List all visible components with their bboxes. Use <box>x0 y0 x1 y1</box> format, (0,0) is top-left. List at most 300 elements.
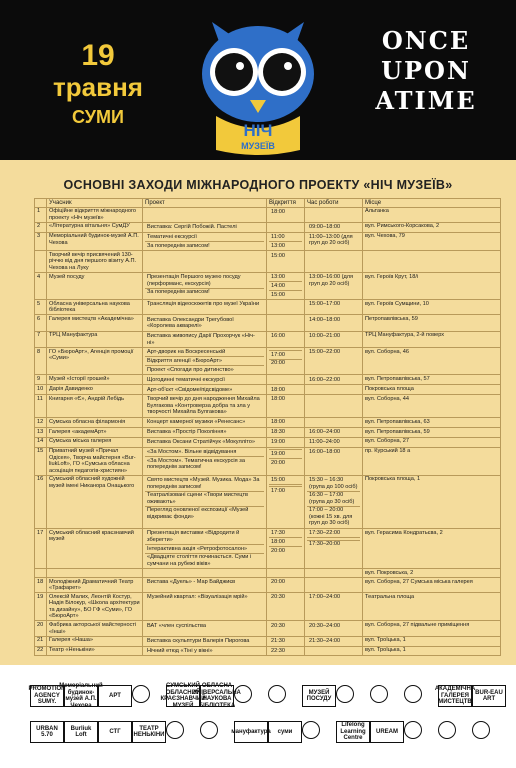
row-opening-line: 14:00 <box>269 282 302 291</box>
partner-logo-icon: ТЕАТР НЕНЬКІНИ <box>132 721 166 743</box>
poster-header <box>0 0 516 160</box>
row-opening-line: 13:00 <box>269 274 302 283</box>
row-participant: Сумський обласний краєзнавчий музей <box>47 529 143 569</box>
row-project-line <box>145 252 264 253</box>
row-place: ТРЦ Мануфактура, 2-й поверх <box>363 331 501 347</box>
event-date <box>28 40 168 128</box>
partner-logo-icon <box>200 721 218 739</box>
row-opening <box>267 636 305 646</box>
partner-logo-icon: PROMOTION AGENCY SUMY. <box>28 686 66 706</box>
row-project-line: Трансляція відеосюжетів про музеї України <box>147 301 260 308</box>
row-number: 8 <box>35 348 47 375</box>
row-project <box>143 475 267 528</box>
row-project <box>143 375 267 385</box>
table-row <box>35 418 501 428</box>
partner-logo-icon <box>404 721 422 739</box>
row-opening <box>267 621 305 636</box>
row-hours <box>305 222 363 232</box>
row-project-line: Виставка живопису Дарії Прохорчук «Ніч-ні» <box>147 333 255 346</box>
table-row <box>35 222 501 232</box>
partner-logo-icon <box>438 721 456 739</box>
row-hours <box>305 646 363 656</box>
row-hours-line: 16:00–22:00 <box>309 376 341 383</box>
row-project <box>143 437 267 447</box>
row-place: Петропавлівська, 59 <box>363 315 501 331</box>
row-project-line: Виставка Олександри Трегубової «Королева акварелі» <box>147 316 234 330</box>
row-opening <box>267 222 305 232</box>
row-number: 14 <box>35 437 47 447</box>
row-opening <box>267 331 305 347</box>
row-project <box>143 529 267 569</box>
partner-logo-icon <box>166 721 184 739</box>
row-project <box>143 315 267 331</box>
row-opening <box>267 578 305 593</box>
row-opening <box>267 348 305 375</box>
row-place: Театральна площа <box>363 593 501 621</box>
partner-logo-icon <box>302 721 320 739</box>
once-line-3: ATIME <box>375 86 477 115</box>
row-project <box>143 636 267 646</box>
table-row <box>35 427 501 437</box>
partner-logo-icon: Lifelong Learning Centre <box>336 721 370 743</box>
partner-logo-icon: АРТ <box>98 685 132 707</box>
table-row <box>35 621 501 636</box>
row-opening <box>267 593 305 621</box>
row-project-line: ВАТ «член суспільства <box>147 622 207 629</box>
row-hours <box>305 418 363 428</box>
row-hours-line: 16:00–18:00 <box>309 448 341 455</box>
program-panel <box>0 160 516 665</box>
date-month: травня <box>53 72 143 102</box>
row-hours <box>305 315 363 331</box>
table-row <box>35 395 501 418</box>
row-place: вул. Соборна, 27 Сумська міська галерея <box>363 578 501 593</box>
row-project-line: Творчий вечір до дня народження Михайла Булгакова «Контроверза добра та зла у творчості Михайла Булгакова» <box>147 396 260 416</box>
row-project <box>143 569 267 578</box>
row-hours <box>305 621 363 636</box>
row-project <box>143 447 267 475</box>
row-participant: Театр «Ненькіни» <box>47 646 143 656</box>
row-number: 1 <box>35 207 47 222</box>
row-opening-line: 15:00 <box>271 291 285 298</box>
row-hours-line: 11:00–13:00 (для груп до 20 осіб) <box>309 233 353 247</box>
row-opening-line: 16:00 <box>271 333 285 339</box>
partner-logo-icon: суми <box>268 721 302 743</box>
row-project <box>143 251 267 273</box>
row-place: вул. Чехова, 79 <box>363 232 501 251</box>
row-hours <box>305 375 363 385</box>
row-project-line: Арт-об'єкт «Свідоме/підсвідоме» <box>147 386 233 393</box>
row-opening-line: 21:30 <box>271 637 285 644</box>
row-hours <box>305 437 363 447</box>
row-opening <box>267 273 305 300</box>
date-day: 19 <box>81 39 115 72</box>
row-place: вул. Соборна, 46 <box>363 348 501 375</box>
row-opening-line: 20:00 <box>271 579 285 586</box>
row-hours <box>305 348 363 375</box>
row-hours <box>305 273 363 300</box>
row-number: 22 <box>35 646 47 656</box>
row-project-line: Арт-дворик на Воскресенській <box>145 349 264 358</box>
row-project <box>143 331 267 347</box>
row-project-line: «Двадцяте століття починається. Суми і сумчани на рубежі віків» <box>147 554 252 567</box>
row-hours <box>305 385 363 395</box>
row-project <box>143 621 267 636</box>
row-hours <box>305 578 363 593</box>
row-place: Альтанка <box>363 207 501 222</box>
col-opening: Відкриття <box>267 199 305 208</box>
row-project-line: Виставка «Простір Покоління» <box>147 429 227 436</box>
partner-logo-icon: UREAM <box>370 721 404 743</box>
row-hours <box>305 593 363 621</box>
row-number: 15 <box>35 447 47 475</box>
row-number: 17 <box>35 529 47 569</box>
table-row <box>35 232 501 251</box>
row-number: 12 <box>35 418 47 428</box>
row-participant: ГО «БюроАрт», Агенція промоції «Суми» <box>47 348 143 375</box>
row-project-line: Презентація виставки «Відродити й зберегти» <box>145 530 264 545</box>
row-place: Покровська площа, 1 <box>363 475 501 528</box>
row-participant: Меморіальний будинок-музей А.П. Чехова <box>47 232 143 251</box>
row-hours <box>305 251 363 273</box>
row-number <box>35 251 47 273</box>
row-place: вул. Петропавлівська, 63 <box>363 418 501 428</box>
row-opening-line: 20:00 <box>271 360 285 367</box>
row-hours-line: 15:00–17:00 <box>309 301 341 308</box>
row-project-line: Перегляд оновленої експозиції «Музей відкриває фонди» <box>147 507 249 520</box>
row-opening-line <box>269 223 302 224</box>
row-project-line: Відкриття агенції «БюроАрт» <box>145 357 264 366</box>
row-hours <box>305 395 363 418</box>
row-project-line <box>145 570 264 571</box>
table-row <box>35 447 501 475</box>
row-project <box>143 273 267 300</box>
table-row <box>35 348 501 375</box>
row-opening <box>267 232 305 251</box>
row-number: 4 <box>35 273 47 300</box>
row-hours-line <box>307 419 360 420</box>
once-upon-a-time-lettering <box>356 26 496 116</box>
once-line-2: UPON <box>381 56 471 85</box>
partner-logos <box>0 665 516 768</box>
row-opening <box>267 375 305 385</box>
row-hours <box>305 300 363 315</box>
row-number: 10 <box>35 385 47 395</box>
table-row <box>35 273 501 300</box>
table-row <box>35 529 501 569</box>
row-opening <box>267 300 305 315</box>
row-number: 11 <box>35 395 47 418</box>
row-opening <box>267 529 305 569</box>
partner-logo-icon <box>268 685 286 703</box>
once-line-1: ONCE <box>381 26 471 55</box>
program-title: ОСНОВНІ ЗАХОДИ МІЖНАРОДНОГО ПРОЕКТУ «НІЧ МУЗЕЇВ» <box>63 178 453 192</box>
row-hours <box>305 331 363 347</box>
row-participant: Дарія Давиденко <box>47 385 143 395</box>
row-number: 9 <box>35 375 47 385</box>
partner-logo-icon: СУМСЬКИЙ ОБЛАСНИЙ КРАЄЗНАВЧИЙ МУЗЕЙ <box>160 683 206 709</box>
row-hours-line <box>307 570 360 571</box>
row-place: вул. Герасима Кондратьєва, 2 <box>363 529 501 569</box>
row-place: вул. Соборна, 44 <box>363 395 501 418</box>
row-hours-line: 10:00–21:00 <box>309 333 341 339</box>
row-number: 2 <box>35 222 47 232</box>
row-hours-line: 20:30–24:00 <box>309 622 341 629</box>
table-row <box>35 315 501 331</box>
row-hours <box>305 636 363 646</box>
row-hours <box>305 427 363 437</box>
row-project <box>143 207 267 222</box>
row-hours-line: 13:00–16:00 (для груп до 20 осіб) <box>309 274 354 287</box>
row-project-line: Виставка Оксани Стратійчук «Мокулліто» <box>147 439 255 445</box>
row-participant: Приватний музей «Причал Одісея», Творча майстерня «Bur-liukLoft», ГО «Сумська обласна асоціація педагогів-християн» <box>47 447 143 475</box>
table-header-row <box>35 199 501 208</box>
row-number: 19 <box>35 593 47 621</box>
table-row <box>35 569 501 578</box>
row-project-line: Театралізовані сцени «Твори мистецтв оживають» <box>145 492 264 507</box>
row-project-line: Щогодинні тематичні екскурсії <box>147 376 225 383</box>
col-project: Проект <box>143 199 267 208</box>
table-row <box>35 207 501 222</box>
partner-logo-icon: Burliuk Loft <box>64 721 98 743</box>
row-opening-line: 18:00 <box>271 386 285 393</box>
row-hours-line: 16:00–24:00 <box>309 429 341 436</box>
row-project-line: Концерт камерної музики «Ренесанс» <box>147 419 246 426</box>
table-row <box>35 437 501 447</box>
row-place: вул. Героїв Крут, 18/і <box>363 273 501 300</box>
table-row <box>35 375 501 385</box>
row-project-line: За попереднім записом! <box>147 289 210 296</box>
row-number: 3 <box>35 232 47 251</box>
row-hours-line: 09:00–18:00 <box>309 224 341 231</box>
row-opening <box>267 427 305 437</box>
row-hours-line: 16:30 – 17:00 (група до 30 осіб) <box>307 492 360 507</box>
row-hours-line: 15:30 – 16:30 (група до 100 осіб) <box>307 476 360 491</box>
row-project <box>143 348 267 375</box>
row-hours-line <box>307 396 360 397</box>
row-participant: Обласна універсальна наукова бібліотека <box>47 300 143 315</box>
row-number: 5 <box>35 300 47 315</box>
table-row <box>35 385 501 395</box>
row-hours-line: 21:30–24:00 <box>309 637 341 644</box>
row-participant: Галерея мистецтв «Академічна» <box>47 315 143 331</box>
row-opening-line: 19:00 <box>269 450 302 459</box>
row-hours <box>305 475 363 528</box>
row-project-line: Свято мистецтв «Музей. Музика. Мода» За попереднім записом! <box>145 476 264 491</box>
row-hours <box>305 569 363 578</box>
row-opening <box>267 437 305 447</box>
row-opening-line: 18:00 <box>271 396 285 403</box>
row-hours-line: 14:00–18:00 <box>309 316 341 323</box>
row-participant: Музей «Історії грошей» <box>47 375 143 385</box>
row-hours-line: 11:00–24:00 <box>309 439 340 445</box>
row-number: 16 <box>35 475 47 528</box>
row-project-line: Інтерактивна акція «Ретрофотосалон» <box>145 545 264 554</box>
row-project-line: Виставка: Сергій Побожій. Пастелі <box>147 224 237 231</box>
row-place: вул. Петропавлівська, 59 <box>363 427 501 437</box>
row-project-line: За попереднім записом! <box>147 242 210 249</box>
row-project-line: Нічний етюд «Тіні у вікні» <box>147 647 213 654</box>
partner-logo-icon: BUR-EAU ART <box>472 685 506 707</box>
partner-logo-icon <box>472 721 490 739</box>
row-participant: «Літературна вітальня» СумДУ <box>47 222 143 232</box>
row-opening <box>267 251 305 273</box>
row-opening-line <box>269 570 302 571</box>
partner-logo-icon: мануфактура <box>234 721 268 743</box>
row-participant: Сумський обласний художній музей імені Никанора Онацького <box>47 475 143 528</box>
row-place: вул. Покровська, 2 <box>363 569 501 578</box>
table-row <box>35 646 501 656</box>
row-opening-line: 17:30 <box>269 530 302 539</box>
row-opening-line <box>269 316 302 317</box>
partner-logo-icon <box>132 685 150 703</box>
row-participant: ТРЦ Мануфактура <box>47 331 143 347</box>
row-hours-line <box>307 647 360 648</box>
row-participant: Галерея «Наша» <box>47 636 143 646</box>
brand-line2: МУЗЕЇВ <box>241 141 275 151</box>
events-table <box>34 198 501 656</box>
row-hours-line <box>307 579 360 580</box>
row-opening-line: 11:00 <box>269 233 302 242</box>
row-participant: Офіційне відкриття міжнародного проекту «Ніч музеїв» <box>47 207 143 222</box>
table-row <box>35 593 501 621</box>
row-hours <box>305 529 363 569</box>
row-project <box>143 578 267 593</box>
row-project <box>143 395 267 418</box>
row-participant <box>47 569 143 578</box>
row-opening-line: 18:30 <box>271 429 285 436</box>
partner-logo-icon: СТГ <box>98 721 132 743</box>
row-opening <box>267 447 305 475</box>
row-opening <box>267 475 305 528</box>
row-hours-line: 17:00–24:00 <box>309 594 341 601</box>
row-number: 7 <box>35 331 47 347</box>
row-participant: Книгарня «Є», Андрій Лебідь <box>47 395 143 418</box>
row-project <box>143 593 267 621</box>
row-project-line: Проект «Спогади про дитинство» <box>147 366 234 373</box>
partner-logo-icon <box>336 685 354 703</box>
row-hours-line: 17:00 – 20:00 (кожні 15 хв. для груп до 30 осіб) <box>309 507 353 527</box>
row-project <box>143 646 267 656</box>
col-participant: Учасник <box>47 199 143 208</box>
partner-logo-icon: МУЗЕЙ ПОСУДУ <box>302 685 336 707</box>
row-opening-line: 20:00 <box>271 547 285 554</box>
row-participant: Фабрика акторської майстерності «Інші» <box>47 621 143 636</box>
row-opening-line <box>269 376 302 377</box>
row-opening <box>267 315 305 331</box>
partner-logo-icon: Меморіальний будинок-музей А.П. Чехова <box>59 683 103 709</box>
row-participant: Молодіжний Драматичний Театр «Трафарет» <box>47 578 143 593</box>
row-number: 18 <box>35 578 47 593</box>
row-participant: Творчий вечір присвячений 130-річчю від дня першого візиту А.П. Чехова на Луку <box>47 251 143 273</box>
row-place: вул. Троїцька, 1 <box>363 646 501 656</box>
row-project <box>143 427 267 437</box>
row-hours-line <box>307 386 360 387</box>
col-hours: Час роботи <box>305 199 363 208</box>
row-number: 13 <box>35 427 47 437</box>
row-hours <box>305 447 363 475</box>
row-opening-line <box>269 301 302 302</box>
col-place: Місце <box>363 199 501 208</box>
table-row <box>35 300 501 315</box>
partner-logo-icon <box>370 685 388 703</box>
table-row <box>35 475 501 528</box>
row-opening <box>267 418 305 428</box>
row-opening-line: 13:00 <box>271 242 285 249</box>
row-opening-line: 15:00 <box>269 476 302 485</box>
row-opening <box>267 569 305 578</box>
row-place: вул. Соборна, 27 <box>363 437 501 447</box>
owl-logo-icon <box>198 18 318 158</box>
row-number: 6 <box>35 315 47 331</box>
row-place: вул. Соборна, 27 підвальне приміщення <box>363 621 501 636</box>
row-place: Покровська площа <box>363 385 501 395</box>
row-opening-line: 19:00 <box>271 439 285 445</box>
row-participant: Сумська обласна філармонія <box>47 418 143 428</box>
row-place: вул. Петропавлівська, 57 <box>363 375 501 385</box>
row-project <box>143 418 267 428</box>
row-project-line: Музейний квартал: «Візуалізація мрій» <box>147 594 248 601</box>
row-project-line: Вистава «Дуель» - Мар Байджиєв <box>147 579 236 586</box>
row-hours <box>305 207 363 222</box>
row-project-line <box>145 208 264 209</box>
row-opening-line: 20:30 <box>271 594 285 601</box>
row-project-line: «За Мостом». Тематична екскурсія за попереднім записом! <box>147 457 245 471</box>
row-opening <box>267 385 305 395</box>
partner-logo-icon: АКАДЕМІЧНА ГАЛЕРЕЯ МИСТЕЦТВ <box>434 686 476 706</box>
row-project <box>143 385 267 395</box>
row-project <box>143 232 267 251</box>
row-place: пр. Курський 18 а <box>363 447 501 475</box>
col-number <box>35 199 47 208</box>
row-opening-line: 20:30 <box>271 622 285 629</box>
row-opening-line: 18:00 <box>271 419 285 426</box>
row-opening-line: 18:00 <box>269 538 302 547</box>
brand-line1: НІЧ <box>243 121 273 140</box>
row-participant: Музей посуду <box>47 273 143 300</box>
partner-logo-icon <box>234 685 252 703</box>
row-number <box>35 569 47 578</box>
row-opening-line: 17:00 <box>271 487 285 494</box>
row-project <box>143 222 267 232</box>
row-number: 21 <box>35 636 47 646</box>
table-row <box>35 251 501 273</box>
row-project-line: Презентація Першого музею посуду (перформанс, екскурсія) <box>145 274 264 289</box>
row-hours-line: 17:30–22:00 <box>307 530 360 539</box>
date-city: СУМИ <box>72 107 124 127</box>
row-participant: Олексій Малих, Леонтій Костур, Надія Білокур, «Школа архітектури та дизайну», БО ГФ «Суми», ГО «БюроАрт» <box>47 593 143 621</box>
row-hours-line: 15:00–22:00 <box>309 349 341 356</box>
row-opening-line: 18:00 <box>271 208 285 215</box>
table-row <box>35 578 501 593</box>
row-hours-line <box>307 208 360 209</box>
row-place: вул. Римського-Корсакова, 2 <box>363 222 501 232</box>
row-hours-line <box>307 252 360 253</box>
row-opening <box>267 207 305 222</box>
row-project-line: «За Мостом». Вільне відвідування <box>145 448 264 457</box>
row-opening-line: 15:00 <box>271 252 285 259</box>
row-project-line: Виставка скульптури Валерія Пирогова <box>147 637 250 644</box>
row-place: вул. Троїцька, 1 <box>363 636 501 646</box>
row-opening-line: 17:00 <box>269 351 302 360</box>
row-place <box>363 251 501 273</box>
row-place: вул. Героїв Сумщини, 10 <box>363 300 501 315</box>
row-hours <box>305 232 363 251</box>
partner-logo-icon <box>404 685 422 703</box>
row-participant: Галерея «академАрт» <box>47 427 143 437</box>
row-opening-line: 22:30 <box>271 647 285 654</box>
row-project <box>143 300 267 315</box>
